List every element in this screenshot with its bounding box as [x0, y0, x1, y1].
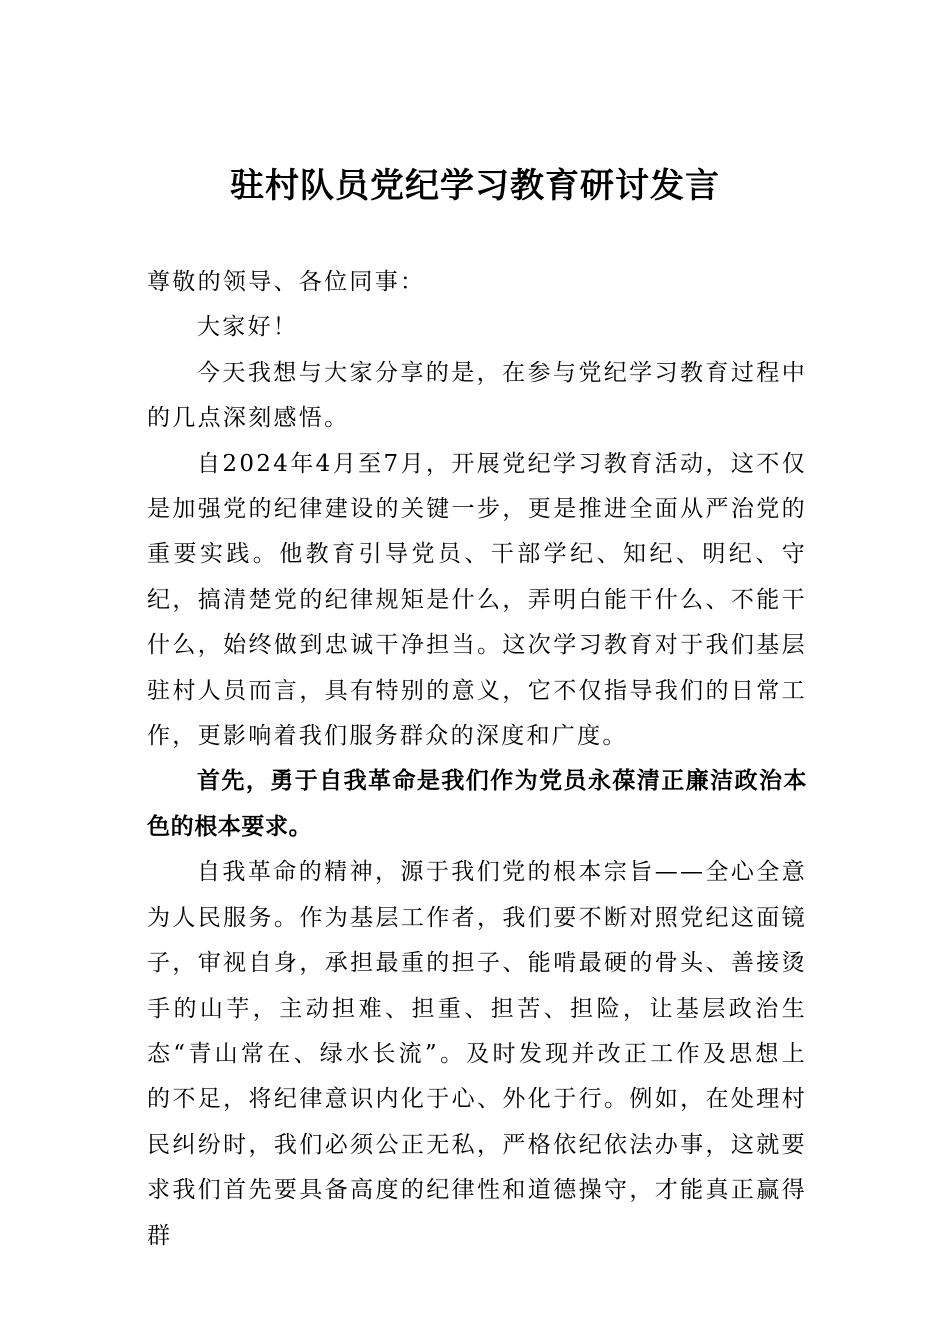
- salutation: 尊敬的领导、各位同事：: [147, 269, 426, 295]
- paragraph-intro: 今天我想与大家分享的是，在参与党纪学习教育过程中的几点深刻感悟。: [147, 359, 807, 432]
- document-body: [147, 260, 807, 1259]
- paragraph-self-revolution: 自我革命的精神，源于我们党的根本宗旨——全心全意为人民服务。作为基层工作者，我们要不断对照党纪这面镜子，审视自身，承担最重的担子、能啃最硬的骨头、善接烫手的山芋，主动担难、担重、担苦、担险，让基层政治生态“青山常在、绿水长流”。及时发现并改正工作及思想上的不足，将纪律意识内化于心、外化于行。例如，在处理村民纠纷时，我们必须公正无私，严格依纪依法办事，这就要求我们首先要具备高度的纪律性和道德操守，才能真正赢得群: [147, 859, 807, 1249]
- section-heading: 首先，勇于自我革命是我们作为党员永葆清正廉洁政治本色的根本要求。: [147, 768, 807, 840]
- paragraph-background: 自2024年4月至7月，开展党纪学习教育活动，这不仅是加强党的纪律建设的关键一步，更是推进全面从严治党的重要实践。他教育引导党员、干部学纪、知纪、明纪、守纪，搞清楚党的纪律规矩是什么，弄明白能干什么、不能干什么，始终做到忠诚干净担当。这次学习教育对于我们基层驻村人员而言，具有特别的意义，它不仅指导我们的日常工作，更影响着我们服务群众的深度和广度。: [147, 450, 807, 750]
- greeting: 大家好！: [197, 314, 299, 341]
- document-title: 驻村队员党纪学习教育研讨发言: [230, 166, 720, 206]
